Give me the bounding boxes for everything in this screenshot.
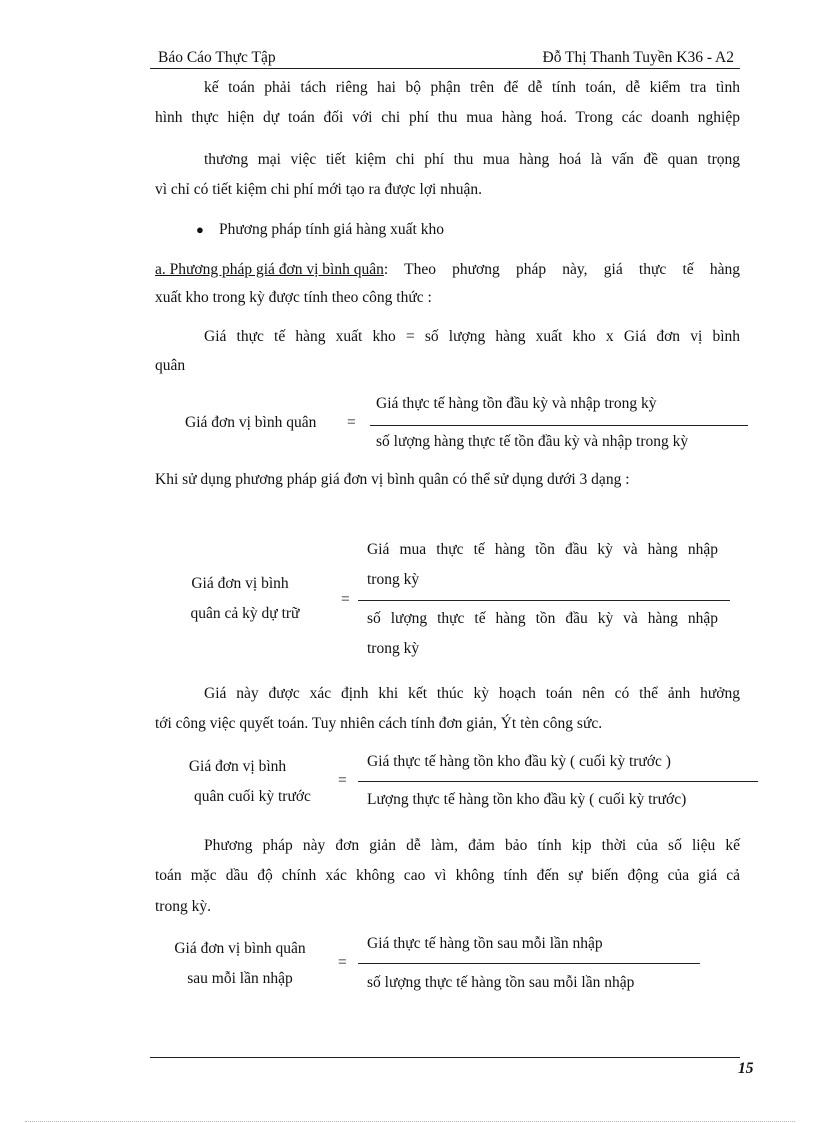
p3-line1 <box>155 261 740 279</box>
f4-eq: = <box>338 954 347 971</box>
f2-label-1: Giá đơn vị bình <box>191 575 289 592</box>
f4-fraction-bar <box>358 963 700 964</box>
f4-label-2: sau mỗi lần nhập <box>187 970 293 987</box>
p3-line2: xuất kho trong kỳ được tính theo công thức : <box>155 289 432 306</box>
p4-line1: Giá thực tế hàng xuất kho = số lượng hàng xuất kho x Giá đơn vị bình <box>204 328 740 345</box>
f1-den: số lượng hàng thực tế tồn đầu kỳ và nhập trong kỳ <box>376 433 689 450</box>
f3-num: Giá thực tế hàng tồn kho đầu kỳ ( cuối kỳ trước ) <box>367 753 671 770</box>
p7-line1: Phương pháp này đơn giản dễ làm, đảm bảo tính kịp thời của số liệu kế <box>204 837 740 854</box>
f2-label-2: quân cả kỳ dự trữ <box>190 605 300 622</box>
f1-num: Giá thực tế hàng tồn đầu kỳ và nhập trong kỳ <box>376 395 657 412</box>
p6-line1: Giá này được xác định khi kết thúc kỳ hoạch toán nên có thể ảnh hưởng <box>204 685 740 702</box>
f4-label-1: Giá đơn vị bình quân <box>174 940 306 957</box>
header-left: Báo Cáo Thực Tập <box>158 49 276 66</box>
p5: Khi sử dụng phương pháp giá đơn vị bình quân có thể sử dụng dưới 3 dạng : <box>155 471 630 488</box>
page-number: 15 <box>738 1060 754 1077</box>
p2-line1: thương mại việc tiết kiệm chi phí thu mua hàng hoá là vấn đề quan trọng <box>204 151 740 168</box>
p4-line2: quân <box>155 357 186 374</box>
p1-line2: hình thực hiện dự toán đối với chi phí thu mua hàng hoá. Trong các doanh nghiệp <box>155 109 740 126</box>
p7-line2: toán mặc dầu độ chính xác không cao vì không tính đến sự biến động của giá cả <box>155 867 740 884</box>
f2-fraction-bar <box>358 600 730 601</box>
p6-line2: tới công việc quyết toán. Tuy nhiên cách tính đơn giản, Ýt tèn công sức. <box>155 715 603 732</box>
p7-line3: trong kỳ. <box>155 898 211 915</box>
footer-rule <box>150 1057 740 1058</box>
page-edge <box>25 1121 795 1122</box>
p1-line1: kế toán phải tách riêng hai bộ phận trên để dễ tính toán, dễ kiểm tra tình <box>204 79 740 96</box>
f2-den-2: trong kỳ <box>367 640 420 657</box>
bullet-icon: ● <box>196 222 204 237</box>
header-rule <box>150 68 740 69</box>
f3-eq: = <box>338 772 347 789</box>
f3-fraction-bar <box>358 781 758 782</box>
f2-den-1: số lượng thực tế hàng tồn đầu kỳ và hàng nhập <box>367 610 718 627</box>
f2-num-2: trong kỳ <box>367 571 420 588</box>
f4-num: Giá thực tế hàng tồn sau mỗi lần nhập <box>367 935 603 952</box>
section-heading: a. Phương pháp giá đơn vị bình quân <box>155 261 384 278</box>
f2-eq: = <box>341 591 350 608</box>
f2-num-1: Giá mua thực tế hàng tồn đầu kỳ và hàng nhập <box>367 541 718 558</box>
f1-eq: = <box>347 414 356 431</box>
f1-fraction-bar <box>370 425 748 426</box>
f3-label-1: Giá đơn vị bình <box>188 758 287 775</box>
f3-den: Lượng thực tế hàng tồn kho đầu kỳ ( cuối kỳ trước) <box>367 791 687 808</box>
p3-line1-text: : Theo phương pháp này, giá thực tế hàng <box>383 261 740 278</box>
header-right: Đỗ Thị Thanh Tuyền K36 - A2 <box>542 49 734 66</box>
p2-line2: vì chỉ có tiết kiệm chi phí mới tạo ra được lợi nhuận. <box>155 181 482 198</box>
f3-label-2: quân cuối kỳ trước <box>194 788 311 805</box>
f4-den: số lượng thực tế hàng tồn sau mỗi lần nhập <box>367 974 635 991</box>
bullet-text: Phương pháp tính giá hàng xuất kho <box>219 221 444 238</box>
f1-label: Giá đơn vị bình quân <box>185 414 317 431</box>
